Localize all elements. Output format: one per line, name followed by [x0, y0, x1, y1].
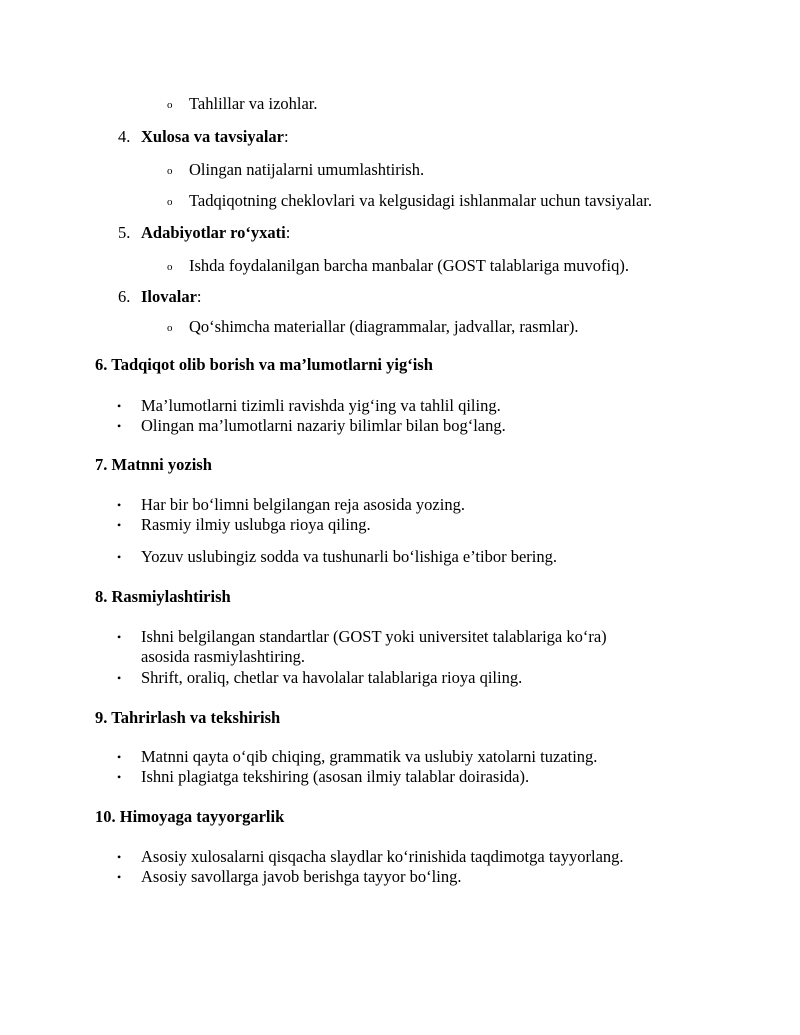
- item-number: 4.: [118, 127, 131, 146]
- circle-bullet-icon: o: [167, 261, 173, 273]
- bullet-icon: •: [117, 419, 122, 433]
- item-heading: Xulosa va tavsiyalar:: [141, 127, 289, 146]
- item-number: 5.: [118, 223, 131, 242]
- bullet-text: Ma’lumotlarni tizimli ravishda yig‘ing va tahlil qiling.: [141, 396, 501, 415]
- bullet-text: Har bir bo‘limni belgilangan reja asosida yozing.: [141, 495, 465, 514]
- sub-item-text: Ishda foydalanilgan barcha manbalar (GOST talablariga muvofiq).: [189, 256, 629, 275]
- bullet-text: Matnni qayta o‘qib chiqing, grammatik va uslubiy xatolarni tuzating.: [141, 747, 598, 766]
- bullet-text: Olingan ma’lumotlarni nazariy bilimlar bilan bog‘lang.: [141, 416, 506, 435]
- section-heading: 6. Tadqiqot olib borish va ma’lumotlarni yig‘ish: [95, 355, 433, 374]
- bullet-icon: •: [117, 750, 122, 764]
- bullet-icon: •: [117, 671, 122, 685]
- bullet-text: Asosiy xulosalarni qisqacha slaydlar ko‘rinishida taqdimotga tayyorlang.: [141, 847, 624, 866]
- bullet-icon: •: [117, 550, 122, 564]
- circle-bullet-icon: o: [167, 165, 173, 177]
- section-heading: 9. Tahrirlash va tekshirish: [95, 708, 281, 727]
- sub-item-text: Tahlillar va izohlar.: [189, 94, 318, 113]
- bullet-icon: •: [117, 518, 122, 532]
- section-heading: 10. Himoyaga tayyorgarlik: [95, 807, 285, 826]
- bullet-text: Shrift, oraliq, chetlar va havolalar talablariga rioya qiling.: [141, 668, 523, 687]
- sub-item-text: Tadqiqotning cheklovlari va kelgusidagi ishlanmalar uchun tavsiyalar.: [189, 191, 653, 210]
- bullet-text: Rasmiy ilmiy uslubga rioya qiling.: [141, 515, 371, 534]
- bullet-icon: •: [117, 850, 122, 864]
- bullet-text: Asosiy savollarga javob berishga tayyor bo‘ling.: [141, 867, 462, 886]
- sub-item-text: Qo‘shimcha materiallar (diagrammalar, jadvallar, rasmlar).: [189, 317, 579, 336]
- bullet-text-continuation: asosida rasmiylashtiring.: [141, 647, 306, 666]
- bullet-text: Ishni plagiatga tekshiring (asosan ilmiy talablar doirasida).: [141, 767, 530, 786]
- bullet-icon: •: [117, 870, 122, 884]
- bullet-icon: •: [117, 770, 122, 784]
- circle-bullet-icon: o: [167, 196, 173, 208]
- item-heading: Ilovalar:: [141, 287, 202, 306]
- section-heading: 7. Matnni yozish: [95, 455, 212, 474]
- bullet-icon: •: [117, 498, 122, 512]
- bullet-icon: •: [117, 630, 122, 644]
- section-heading: 8. Rasmiylashtirish: [95, 587, 231, 606]
- item-number: 6.: [118, 287, 131, 306]
- bullet-text: Ishni belgilangan standartlar (GOST yoki universitet talablariga ko‘ra): [141, 627, 607, 646]
- circle-bullet-icon: o: [167, 99, 173, 111]
- item-heading: Adabiyotlar ro‘yxati:: [141, 223, 291, 242]
- bullet-text: Yozuv uslubingiz sodda va tushunarli bo‘lishiga e’tibor bering.: [141, 547, 557, 566]
- bullet-icon: •: [117, 399, 122, 413]
- sub-item-text: Olingan natijalarni umumlashtirish.: [189, 160, 425, 179]
- circle-bullet-icon: o: [167, 322, 173, 334]
